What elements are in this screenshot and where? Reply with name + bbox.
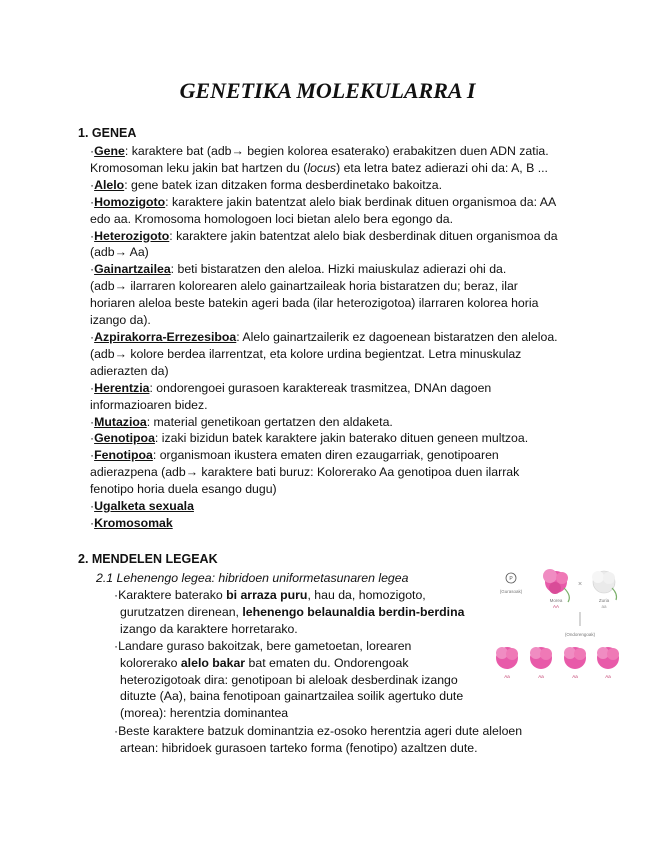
- p2-line4: dituzte (Aa), baina fenotipoan gainartzailea soilik agertuko dute: [120, 689, 464, 704]
- term-alelo: Alelo: [94, 177, 125, 192]
- p2-bold: alelo bakar: [180, 655, 246, 670]
- p2-line3: heterozigotoak dira: genotipoan bi aleloak desberdinak izango: [120, 672, 458, 687]
- def-homozigoto: ·Homozigoto: karaktere jakin batentzat alelo biak berdinak dituen organismoa da: AA: [90, 194, 557, 209]
- def-mutazioa-text: : material genetikoan gertatzen den aldaketa.: [146, 414, 393, 429]
- term-heterozigoto: Heterozigoto: [94, 228, 170, 243]
- def-alelo-text: : gene batek izan ditzaken forma desberdinetako bakoitza.: [124, 177, 443, 192]
- def-gainartzailea-line4: izango da).: [90, 313, 151, 328]
- offspring-genotype-2: Aa: [538, 674, 544, 679]
- p2-line1: ·Landare guraso bakoitzak, bere gametoetan, lorearen: [114, 638, 412, 653]
- offspring-flower-icon-4: [597, 647, 619, 669]
- p1-bold-1: bi arraza puru: [226, 588, 308, 602]
- offspring-flower-icon-2: [530, 647, 552, 669]
- def-fenotipoa: ·Fenotipoa: organismoan ikustera ematen diren ezaugarriak, genotipoaren: [90, 448, 499, 463]
- item-ugalketa: ·Ugalketa sexuala: [90, 499, 194, 514]
- term-kromosomak: Kromosomak: [94, 515, 173, 530]
- def-gene-text2a: Kromosoman leku jakin bat hartzen du (: [90, 160, 308, 175]
- def-gene-line2: [90, 160, 590, 177]
- section-heading-genea: 1. GENEA: [78, 126, 137, 140]
- p2-b: kolorerako: [120, 655, 181, 670]
- term-azpirakorra: Azpirakorra-Errezesiboa: [94, 329, 237, 344]
- label-parent-white-genotype: aa: [601, 604, 607, 609]
- offspring-genotype-3: Aa: [572, 674, 578, 679]
- p2-line5: (morea): herentzia dominantea: [120, 706, 289, 721]
- p1-line3: izango da karaktere horretarako.: [120, 621, 298, 636]
- def-gene-text: : karaktere bat (adb→ begien kolorea esaterako) erabakitzen duen ADN zatia.: [124, 144, 549, 158]
- p2-line2: [114, 655, 494, 672]
- def-mutazioa: ·Mutazioa: material genetikoan gertatzen den aldaketa.: [90, 414, 393, 429]
- p3-a: Beste karaktere batzuk dominantzia ez-osoko herentzia ageri dute aleloen: [118, 724, 523, 738]
- offspring-flower-icon-3: [564, 647, 586, 669]
- def-gainartzailea-text1: : beti bistaratzen den aleloa. Hizki maiuskulaz adierazi ohi da.: [170, 262, 507, 277]
- def-homozigoto-text1: : karaktere jakin batentzat alelo biak berdinak dituen organismoa da: AA: [165, 194, 557, 209]
- def-azpirakorra-line3: adierazten da): [90, 363, 169, 378]
- label-offspring: (Ondorengoak): [564, 632, 596, 637]
- offspring-genotype-4: Aa: [605, 674, 611, 679]
- p3-line1: ·Beste karaktere batzuk dominantzia ez-osoko herentzia ageri dute aleloen: [114, 724, 523, 738]
- def-gainartzailea-line3: horiaren aleloa beste batekin ageri bada (ilar heterozigotoa) ilarraren kolorea horia: [90, 296, 539, 311]
- subheading-first-law: 2.1 Lehenengo legea: hibridoen uniformetasunaren legea: [96, 571, 409, 585]
- term-gene: Gene: [94, 144, 125, 158]
- def-heterozigoto: ·Heterozigoto: karaktere jakin batentzat alelo biak desberdinak dituen organismoa da: [90, 228, 558, 243]
- term-mutazioa: Mutazioa: [94, 414, 147, 429]
- p1-a: Karaktere baterako: [118, 588, 227, 602]
- def-azpirakorra-text1: : Alelo gainartzailerik ez dagoenean bistaratzen den aleloa.: [236, 329, 558, 344]
- def-fenotipoa-line3: fenotipo horia duela esango dugu): [90, 482, 277, 497]
- p1-bold-2: lehenengo belaunaldia berdin-berdina: [242, 604, 465, 619]
- p1-line2: [114, 604, 494, 621]
- item-kromosomak: ·Kromosomak: [90, 515, 173, 530]
- def-gene-text2b: ) eta letra batez adierazi ohi da: A, B ...: [336, 160, 548, 175]
- def-homozigoto-line2: edo aa. Kromosoma homologoen loci bietan alelo bera egongo da.: [90, 211, 454, 226]
- p2-c: bat ematen du. Ondorengoak: [245, 655, 409, 670]
- label-parent-purple: Morea: [549, 598, 563, 603]
- svg-text:P: P: [509, 576, 513, 582]
- p1-line1: ·Karaktere baterako bi arraza puru, hau da, homozigoto,: [114, 588, 426, 602]
- def-genotipoa: ·Genotipoa: izaki bizidun batek karaktere jakin baterako dituen geneen multzoa.: [90, 431, 529, 446]
- p3-line2: artean: hibridoek gurasoen tarteko forma (fenotipo) azaltzen dute.: [120, 740, 478, 755]
- first-law-body: [114, 587, 494, 722]
- offspring-genotype-1: Aa: [504, 674, 510, 679]
- page-title: GENETIKA MOLEKULARRA I: [179, 78, 476, 103]
- term-locus: locus: [307, 160, 337, 175]
- section-heading-mendel: 2. MENDELEN LEGEAK: [78, 552, 218, 566]
- def-azpirakorra-line2: (adb→ kolore berdea ilarrentzat, eta kolore urdina begientzat. Letra minuskulaz: [90, 346, 522, 361]
- def-herentzia: ·Herentzia: ondorengoei gurasoen karaktereak trasmitzea, DNAn dagoen: [90, 380, 492, 395]
- label-parent-white: Zuria: [598, 598, 610, 603]
- term-genotipoa: Genotipoa: [94, 431, 155, 446]
- term-fenotipoa: Fenotipoa: [94, 448, 153, 463]
- def-genotipoa-text: : izaki bizidun batek karaktere jakin baterako dituen geneen multzoa.: [154, 431, 529, 446]
- def-alelo: ·Alelo: gene batek izan ditzaken forma desberdinetako bakoitza.: [90, 177, 443, 192]
- term-herentzia: Herentzia: [94, 380, 150, 395]
- def-heterozigoto-line2: (adb→ Aa): [90, 245, 149, 260]
- def-fenotipoa-line2: adierazpena (adb→ karaktere bati buruz: Kolorerako Aa genotipoa duen ilarrak: [90, 465, 520, 480]
- offspring-flower-icon-1: [496, 647, 518, 669]
- parent-white-flower-icon: [592, 571, 617, 600]
- def-herentzia-text1: : ondorengoei gurasoen karaktereak trasmitzea, DNAn dagoen: [149, 380, 492, 395]
- def-herentzia-line2: informazioaren bidez.: [90, 397, 208, 412]
- def-azpirakorra: ·Azpirakorra-Errezesiboa: Alelo gainartzailerik ez dagoenean bistaratzen den aleloa.: [90, 329, 558, 344]
- def-gainartzailea-line2: (adb→ ilarraren kolorearen alelo gainartzaileak horia bistaratzen du; beraz, ilar: [90, 279, 518, 294]
- def-heterozigoto-text1: : karaktere jakin batentzat alelo biak desberdinak dituen organismoa da: [169, 228, 558, 243]
- mendel-cross-figure: [490, 566, 640, 696]
- def-gainartzailea: ·Gainartzailea: beti bistaratzen den aleloa. Hizki maiuskulaz adierazi ohi da.: [90, 262, 507, 277]
- label-parents: (Gurasoak): [499, 589, 523, 594]
- svg-text:×: ×: [577, 581, 583, 588]
- label-parent-purple-genotype: AA: [552, 604, 560, 609]
- p1-c: , hau da, homozigoto,: [307, 588, 426, 602]
- def-fenotipoa-text1: : organismoan ikustera ematen diren ezaugarriak, genotipoaren: [152, 448, 499, 463]
- term-gainartzailea: Gainartzailea: [94, 262, 171, 277]
- p2-a: Landare guraso bakoitzak, bere gametoetan, lorearen: [118, 638, 412, 653]
- term-homozigoto: Homozigoto: [94, 194, 166, 209]
- section-genea-body: [90, 143, 590, 532]
- term-ugalketa: Ugalketa sexuala: [94, 499, 194, 514]
- p1-d: gurutzatzen direnean,: [120, 604, 243, 619]
- p3-body: [114, 723, 554, 757]
- def-gene: ·Gene: karaktere bat (adb→ begien kolorea esaterako) erabakitzen duen ADN zatia.: [90, 144, 549, 158]
